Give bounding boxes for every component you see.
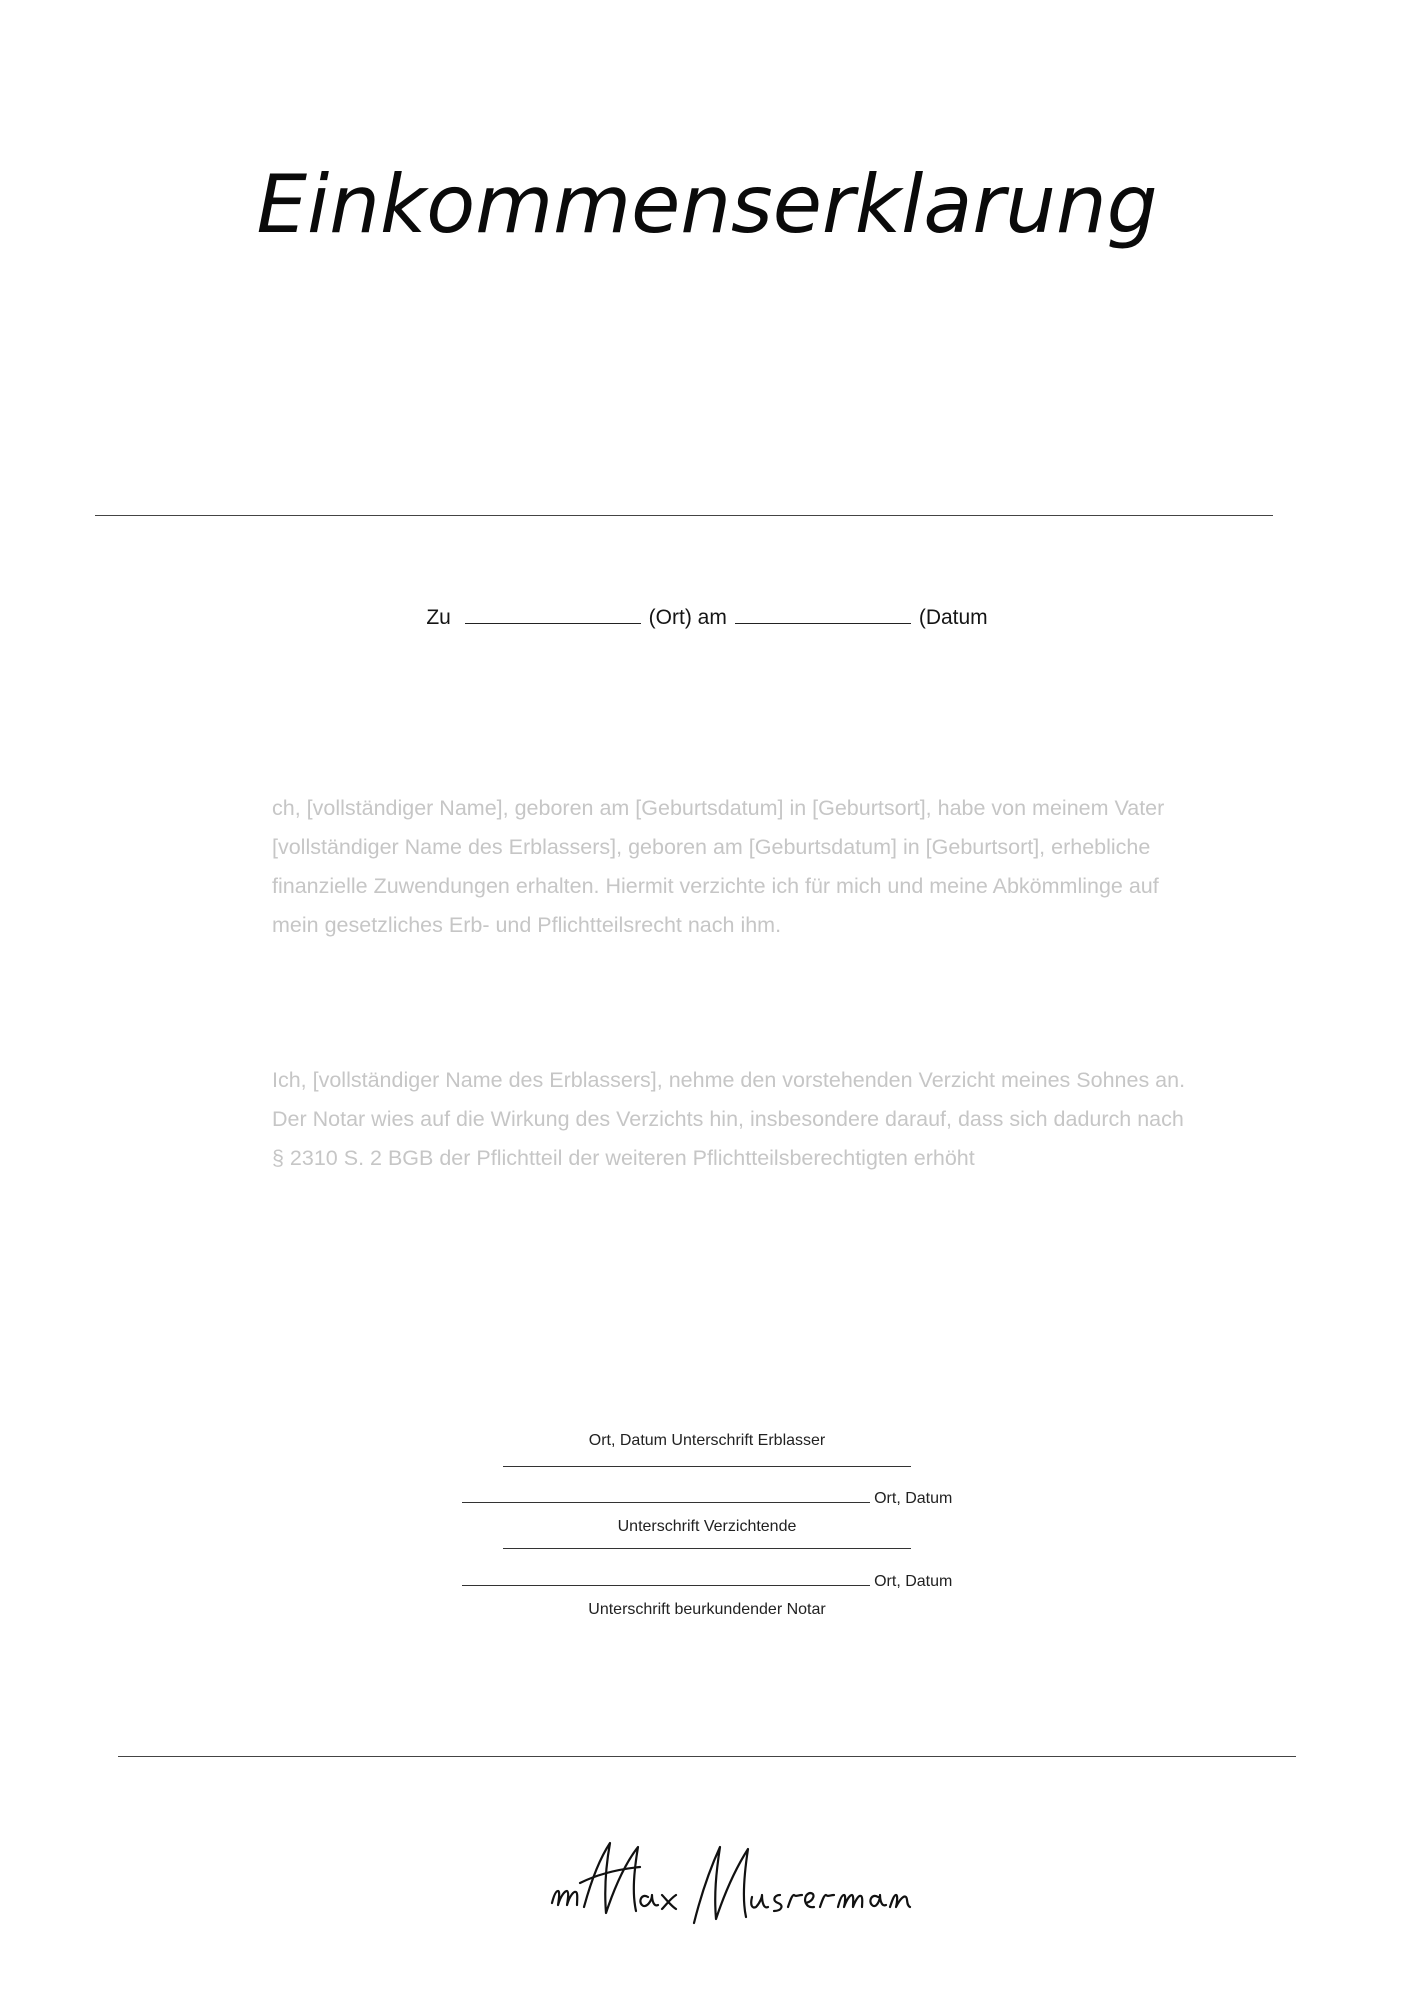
- top-divider: [95, 515, 1273, 516]
- signature-line: [0, 1536, 1414, 1554]
- verzichtende-label: Unterschrift Verzichtende: [617, 1518, 797, 1535]
- signature-line: [462, 1502, 870, 1503]
- paragraph-annahme: Ich, [vollständiger Name des Erblassers], nehme den vorstehenden Verzicht meines Sohnes an. Der Notar wies auf die Wirkung des Verzichts hin, insbesondere darauf, dass sich dadurch nach § 2310 S. 2 BGB der Pflichtteil der weiteren Pflichtteilsberechtigten erhöht: [272, 1068, 1186, 1170]
- erblasser-label: Ort, Datum Unterschrift Erblasser: [588, 1432, 826, 1449]
- handwritten-signature: [540, 1825, 920, 1935]
- paragraph-verzicht: ch, [vollständiger Name], geboren am [Geburtsdatum] in [Geburtsort], habe von meinem Vater [vollständiger Name des Erblassers], geboren am [Geburtsdatum] in [Geburtsort], erhebliche finanzielle Zuwendungen erhalten. Hiermit verzichte ich für mich und meine Abkömmlinge auf mein gesetzliches Erb- und Pflichtteilsrecht nach ihm.: [272, 796, 1165, 937]
- document-title: Einkommenserklarung: [256, 158, 1158, 251]
- notar-label: Unterschrift beurkundender Notar: [588, 1601, 826, 1618]
- ort-datum-row-2: [0, 1573, 1414, 1591]
- ort-label: (Ort) am: [648, 606, 727, 629]
- signature-line: [0, 1454, 1414, 1472]
- ort-datum-row-1: [0, 1490, 1414, 1508]
- datum-label: (Datum: [918, 606, 988, 629]
- bottom-divider: [118, 1756, 1296, 1757]
- ort-blank: [465, 622, 641, 624]
- ort-datum-label: Ort, Datum: [874, 1573, 953, 1590]
- place-prefix: Zu: [426, 606, 451, 629]
- datum-blank: [735, 622, 911, 624]
- place-date-line: [0, 606, 1414, 630]
- ort-datum-label: Ort, Datum: [874, 1490, 953, 1507]
- signature-line: [462, 1585, 870, 1586]
